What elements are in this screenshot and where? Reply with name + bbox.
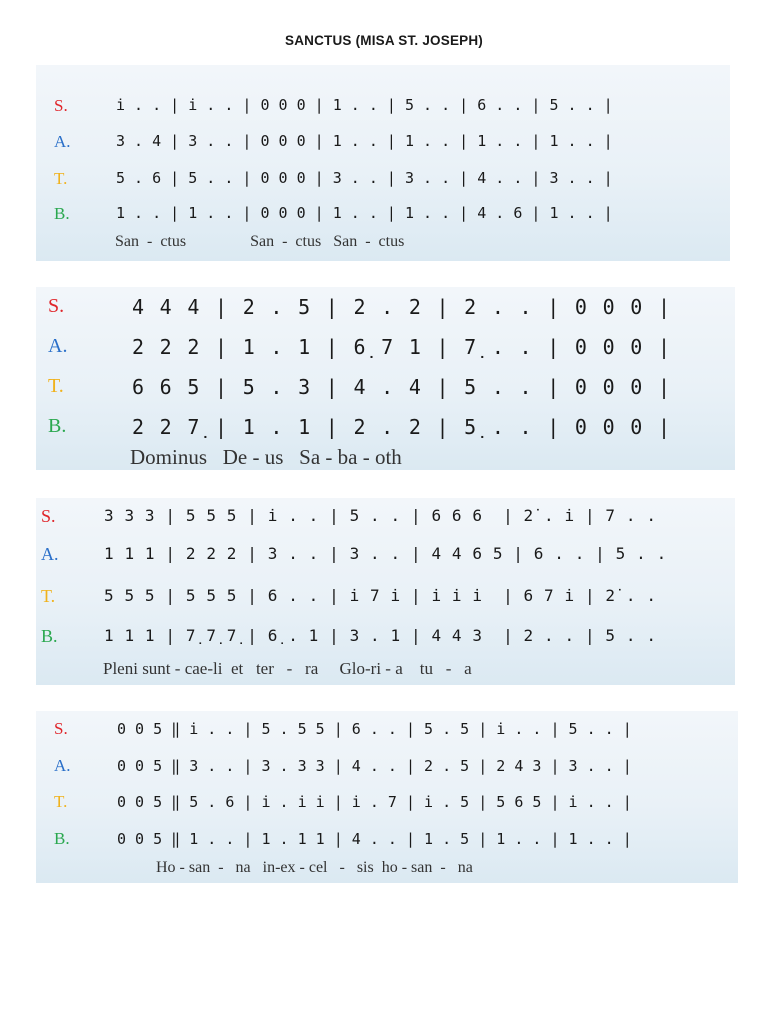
lyrics-line: Pleni sunt - cae-li et ter - ra Glo-ri - a tu - a <box>103 659 472 678</box>
notation-soprano: 3 3 3 | 5 5 5 | i̇ . . | 5 . . | 6 6 6 | 2̇ . i̇ | 7 . . <box>104 506 657 525</box>
notation-bass: 2 2 7̣ | 1 . 1 | 2 . 2 | 5̣ . . | 0 0 0 | <box>132 415 672 439</box>
lyrics-line: San - ctus San - ctus San - ctus <box>115 233 405 250</box>
notation-alto: 3 . 4 | 3 . . | 0 0 0 | 1 . . | 1 . . | 1 . . | 1 . . | <box>116 132 613 150</box>
voice-label-bass: B. <box>41 626 58 646</box>
notation-bass: 1 . . | 1 . . | 0 0 0 | 1 . . | 1 . . | 4 . 6 | 1 . . | <box>116 204 613 222</box>
notation-soprano: 0 0 5 ‖ i̇ . . | 5 . 5 5 | 6 . . | 5 . 5 | i̇ . . | 5 . . | <box>117 720 632 738</box>
lyrics-line: Dominus De - us Sa - ba - oth <box>130 445 402 469</box>
voice-label-tenor: T. <box>54 792 68 811</box>
notation-tenor: 5 5 5 | 5 5 5 | 6 . . | i̇ 7 i̇ | i̇ i̇ i̇ | 6 7 i̇ | 2̇ . . <box>104 586 657 605</box>
voice-label-alto: A. <box>41 544 59 564</box>
score-system-3 <box>36 498 735 685</box>
score-system-4 <box>36 711 738 883</box>
voice-label-alto: A. <box>54 132 71 151</box>
voice-label-soprano: S. <box>54 719 68 738</box>
score-system-1 <box>36 65 730 261</box>
voice-label-tenor: T. <box>48 375 64 397</box>
notation-soprano: i̇ . . | i̇ . . | 0 0 0 | 1 . . | 5 . . | 6 . . | 5 . . | <box>116 96 613 114</box>
notation-alto: 0 0 5 ‖ 3 . . | 3 . 3 3 | 4 . . | 2 . 5 | 2 4 3 | 3 . . | <box>117 757 632 775</box>
voice-label-bass: B. <box>54 204 70 223</box>
notation-tenor: 0 0 5 ‖ 5 . 6 | i̇ . i̇ i̇ | i̇ . 7 | i̇ . 5 | 5 6 5 | i̇ . . | <box>117 793 632 811</box>
notation-alto: 2 2 2 | 1 . 1 | 6̣ 7 1 | 7̣ . . | 0 0 0 | <box>132 335 672 359</box>
voice-label-alto: A. <box>54 756 71 775</box>
voice-label-tenor: T. <box>54 169 68 188</box>
notation-bass: 1 1 1 | 7̣ 7̣ 7̣ | 6̣ . 1 | 3 . 1 | 4 4 3 | 2 . . | 5 . . <box>104 626 657 645</box>
notation-alto: 1 1 1 | 2 2 2 | 3 . . | 3 . . | 4 4 6 5 | 6 . . | 5 . . <box>104 544 667 563</box>
voice-label-soprano: S. <box>54 96 68 115</box>
voice-label-tenor: T. <box>41 586 56 606</box>
notation-bass: 0 0 5 ‖ 1 . . | 1 . 1 1 | 4 . . | 1 . 5 | 1 . . | 1 . . | <box>117 830 632 848</box>
notation-tenor: 5 . 6 | 5 . . | 0 0 0 | 3 . . | 3 . . | 4 . . | 3 . . | <box>116 169 613 187</box>
voice-label-soprano: S. <box>48 295 65 317</box>
voice-label-bass: B. <box>54 829 70 848</box>
notation-tenor: 6 6 5 | 5 . 3 | 4 . 4 | 5 . . | 0 0 0 | <box>132 375 672 399</box>
voice-label-soprano: S. <box>41 506 56 526</box>
notation-soprano: 4 4 4 | 2 . 5 | 2 . 2 | 2 . . | 0 0 0 | <box>132 295 672 319</box>
lyrics-line: Ho - san - na in-ex - cel - sis ho - san - na <box>156 859 473 876</box>
score-system-2 <box>36 287 735 470</box>
voice-label-alto: A. <box>48 335 68 357</box>
page-title: SANCTUS (MISA ST. JOSEPH) <box>284 33 484 48</box>
voice-label-bass: B. <box>48 415 67 437</box>
